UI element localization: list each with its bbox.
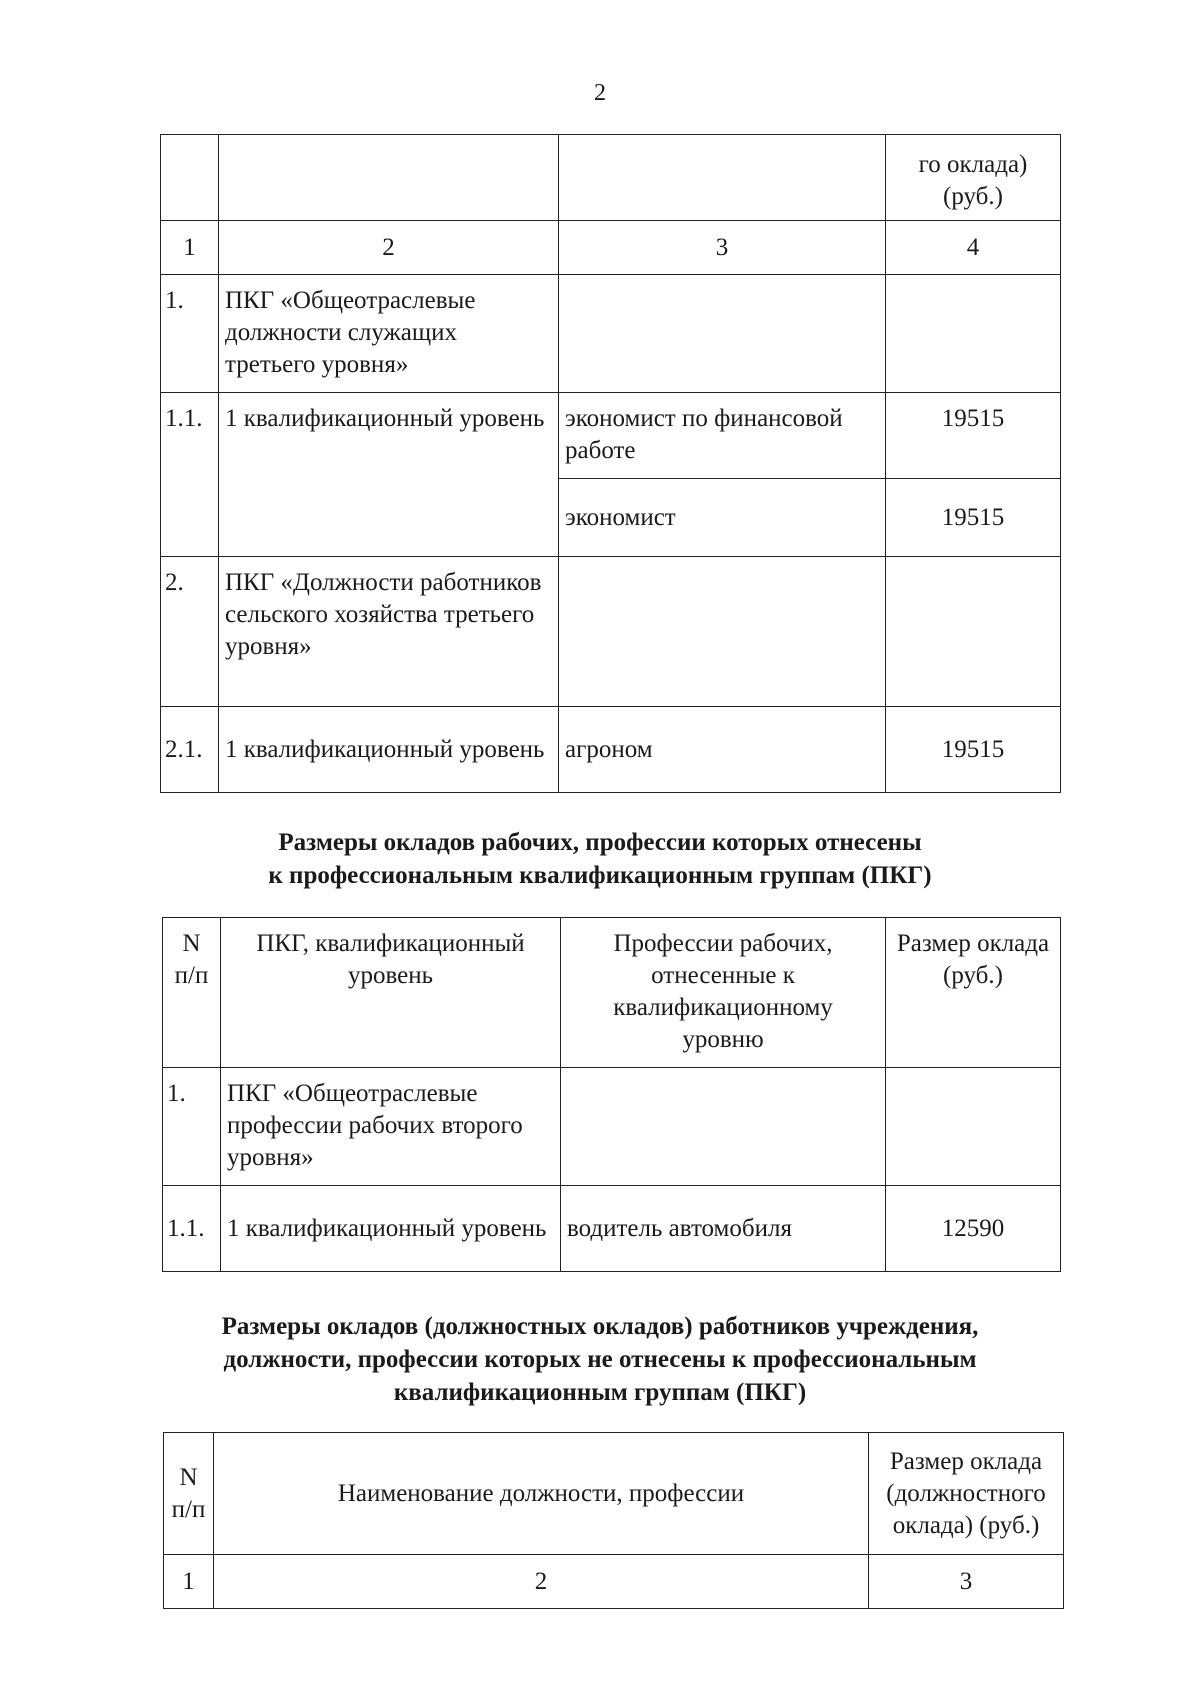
- position-cell: экономист: [559, 479, 886, 557]
- header-cell-group: ПКГ, квалификационный уровень: [221, 918, 561, 1068]
- salary-cell: [886, 1068, 1061, 1186]
- salary-cell: 19515: [886, 393, 1061, 479]
- other-positions-table: [163, 1432, 1064, 1609]
- row-number: 1.: [163, 1068, 221, 1186]
- column-number: 1: [161, 221, 219, 275]
- row-number: 1.1.: [161, 393, 219, 557]
- heading-line: Размеры окладов (должностных окладов) работников учреждения,: [221, 1313, 979, 1340]
- header-cell-profession: Профессии рабочих, отнесенные к квалификационному уровню: [561, 918, 886, 1068]
- page-number: 2: [594, 80, 606, 106]
- table-row: [161, 707, 1061, 793]
- position-cell: экономист по финансовой работе: [559, 393, 886, 479]
- table-row: [163, 1068, 1061, 1186]
- profession-cell: [561, 1068, 886, 1186]
- position-cell: [559, 275, 886, 393]
- qualification-group: ПКГ «Общеотраслевые должности служащих третьего уровня»: [219, 275, 559, 393]
- qualification-group: ПКГ «Должности работников сельского хозяйства третьего уровня»: [219, 557, 559, 707]
- column-number: 1: [164, 1555, 214, 1609]
- workers-salary-table: [162, 917, 1061, 1272]
- qualification-level: 1 квалификационный уровень: [219, 393, 559, 557]
- column-number: 3: [559, 221, 886, 275]
- table-header-row: [164, 1433, 1064, 1555]
- header-cell-salary: Размер оклада (руб.): [886, 918, 1061, 1068]
- table-row: [161, 557, 1061, 707]
- heading-line: к профессиональным квалификационным группам (ПКГ): [268, 862, 932, 889]
- salary-cell: [886, 275, 1061, 393]
- header-cell: [161, 135, 219, 221]
- salary-cell: [886, 557, 1061, 707]
- officials-salary-table: [160, 134, 1061, 793]
- heading-line: квалификационным группам (ПКГ): [393, 1379, 807, 1406]
- table-row: [163, 1186, 1061, 1272]
- row-number: 1.: [161, 275, 219, 393]
- heading-line: Размеры окладов рабочих, профессии которых отнесены: [278, 829, 922, 856]
- table-header-row: [163, 918, 1061, 1068]
- column-number: 2: [214, 1555, 869, 1609]
- section-heading-workers: [0, 826, 1200, 892]
- section-heading-other: [0, 1310, 1200, 1409]
- column-number: 2: [219, 221, 559, 275]
- header-cell-number: N п/п: [163, 918, 221, 1068]
- row-number: 2.1.: [161, 707, 219, 793]
- qualification-level: 1 квалификационный уровень: [221, 1186, 561, 1272]
- qualification-group: ПКГ «Общеотраслевые профессии рабочих второго уровня»: [221, 1068, 561, 1186]
- header-cell-salary: го оклада) (руб.): [886, 135, 1061, 221]
- row-number: 2.: [161, 557, 219, 707]
- table-header-row: [161, 135, 1061, 221]
- salary-cell: 19515: [886, 707, 1061, 793]
- header-cell-number: N п/п: [164, 1433, 214, 1555]
- header-cell: [559, 135, 886, 221]
- column-number-row: [164, 1555, 1064, 1609]
- position-cell: [559, 557, 886, 707]
- profession-cell: водитель автомобиля: [561, 1186, 886, 1272]
- column-number: 3: [869, 1555, 1064, 1609]
- salary-cell: 12590: [886, 1186, 1061, 1272]
- column-number-row: [161, 221, 1061, 275]
- row-number: 1.1.: [163, 1186, 221, 1272]
- table-row: [161, 393, 1061, 479]
- header-cell-name: Наименование должности, профессии: [214, 1433, 869, 1555]
- header-cell-salary: Размер оклада (должностного оклада) (руб.): [869, 1433, 1064, 1555]
- table-row: [161, 275, 1061, 393]
- qualification-level: 1 квалификационный уровень: [219, 707, 559, 793]
- heading-line: должности, профессии которых не отнесены к профессиональным: [223, 1346, 977, 1373]
- position-cell: агроном: [559, 707, 886, 793]
- column-number: 4: [886, 221, 1061, 275]
- header-cell: [219, 135, 559, 221]
- salary-cell: 19515: [886, 479, 1061, 557]
